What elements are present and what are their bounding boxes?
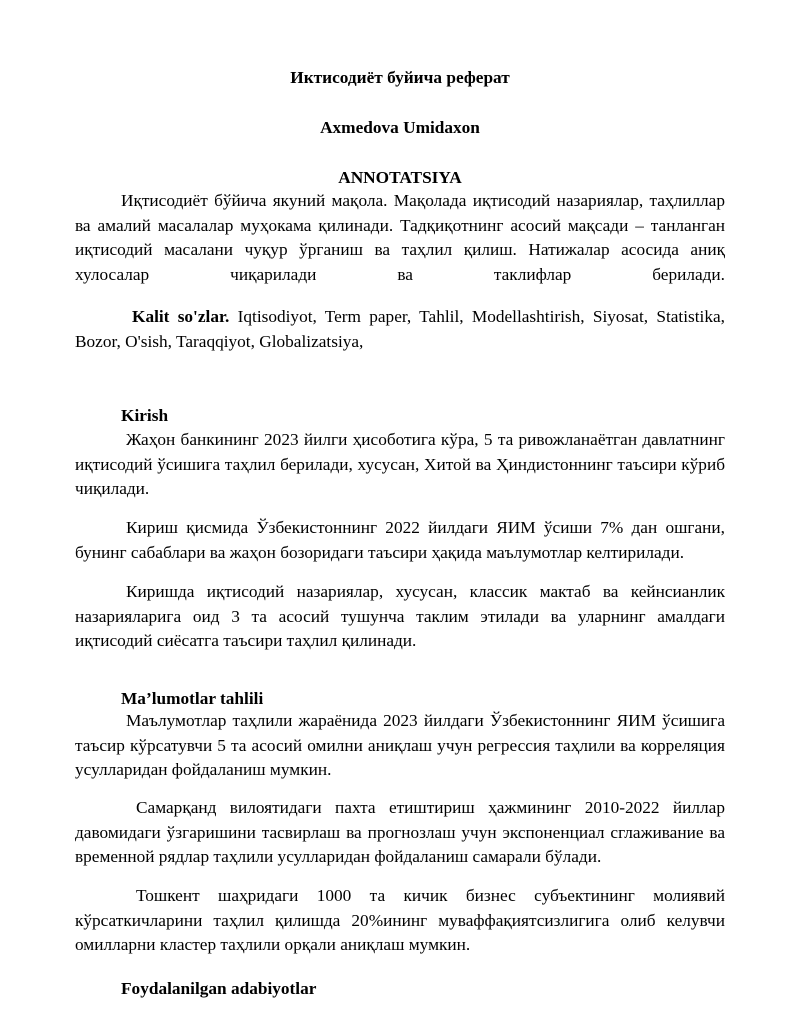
annotation-paragraph: Иқтисодиёт бўйича якуний мақола. Мақолада иқтисодий назариялар, таҳлиллар ва амалий масалалар муҳокама қилинади. Тадқиқотнинг асосий мақсади – танланган иқтисодий масалани чуқур ўрганиш ва таҳлил қилиш. Натижалар асосида аниқ хулосалар чиқарилади ва таклифлар берилади.: [75, 191, 725, 284]
intro-heading: Kirish: [121, 406, 169, 425]
keywords-paragraph: [75, 305, 725, 354]
references-heading: Foydalanilgan adabiyotlar: [121, 979, 317, 998]
analysis-heading: Ma’lumotlar tahlili: [121, 689, 264, 708]
author-name: Axmedova Umidaxon: [320, 118, 480, 137]
intro-paragraph-3: Киришда иқтисодий назариялар, хусусан, классик мактаб ва кейнсианлик назарияларига оид 3 та асосий тушунча таклим этилади ва уларнинг амалдаги иқтисодий сиёсатга таъсири таҳлил қилинади.: [75, 582, 725, 650]
keywords-label: Kalit so'zlar.: [132, 307, 230, 326]
document-title: Иктисодиёт буйича реферат: [290, 68, 510, 87]
analysis-paragraph-2: Самарқанд вилоятидаги пахта етиштириш ҳажмининг 2010-2022 йиллар давомидаги ўзгаришини тасвирлаш ва прогнозлаш учун экспоненциал сглаживание ва временной рядлар таҳлили усулларидан фойдаланиш самарали бўлади.: [75, 798, 725, 866]
intro-paragraph-2: Кириш қисмида Ўзбекистоннинг 2022 йилдаги ЯИМ ўсиши 7% дан ошгани, бунинг сабаблари ва жаҳон бозоридаги таъсири ҳақида маълумотлар келтирилади.: [75, 518, 725, 562]
intro-paragraph-1: Жаҳон банкининг 2023 йилги ҳисоботига кўра, 5 та ривожланаётган давлатнинг иқтисодий ўсишига таҳлил берилади, хусусан, Хитой ва Ҳиндистоннинг таъсири кўриб чиқилади.: [75, 430, 725, 498]
annotation-heading: ANNOTATSIYA: [338, 168, 462, 187]
keywords-list: Iqtisodiyot, Term paper, Tahlil, Modellashtirish, Siyosat, Statistika, Bozor, O'sish, Taraqqiyot, Globalizatsiya,: [75, 307, 725, 351]
analysis-paragraph-1: Маълумотлар таҳлили жараёнида 2023 йилдаги Ўзбекистоннинг ЯИМ ўсишига таъсир кўрсатувчи 5 та асосий омилни аниқлаш учун регрессия таҳлили ва корреляция усулларидан фойдаланиш мумкин.: [75, 711, 725, 779]
analysis-paragraph-3: Тошкент шаҳридаги 1000 та кичик бизнес субъектининг молиявий кўрсаткичларини таҳлил қилишда 20%ининг муваффақиятсизлигига олиб келувчи омилларни кластер таҳлили орқали аниқлаш мумкин.: [75, 886, 725, 954]
